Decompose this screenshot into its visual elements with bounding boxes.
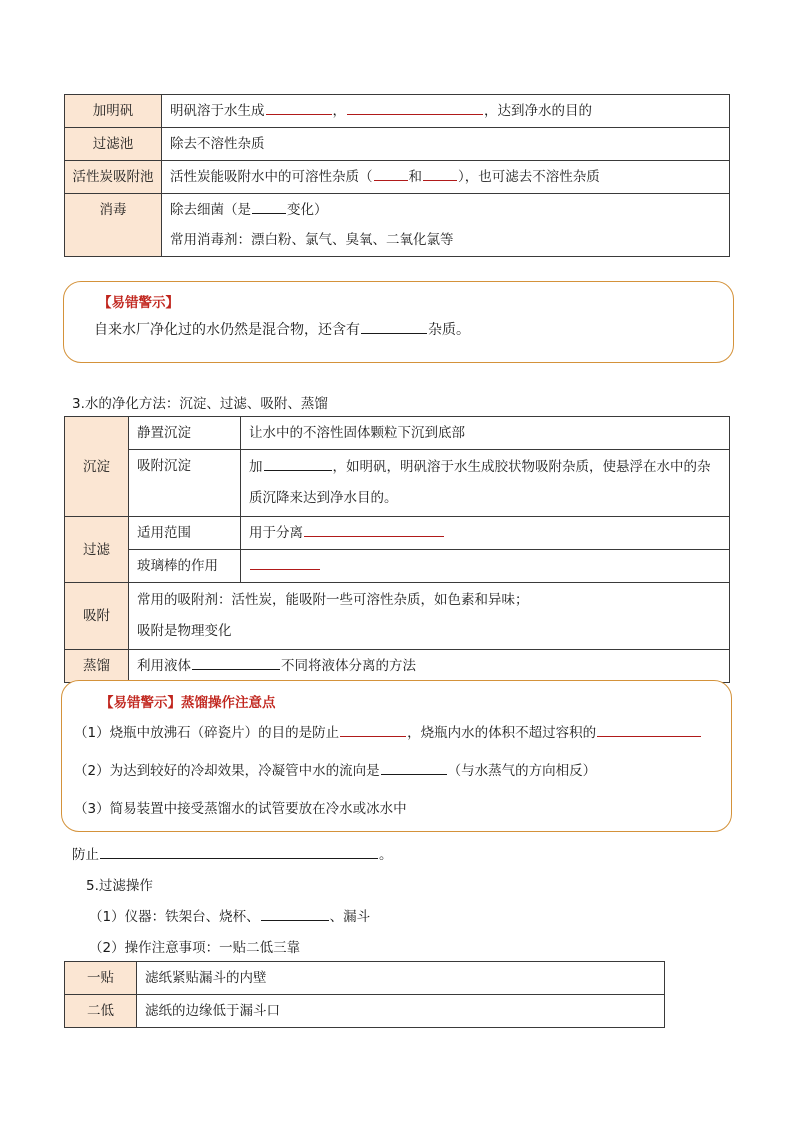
text-segment: ，达到净水的目的 (484, 103, 592, 119)
text-segment: ，如明矾，明矾溶于水生成胶状物吸附杂质，使悬浮在水中的杂 (332, 459, 711, 475)
row-content (129, 583, 730, 650)
text-segment: 明矾溶于水生成 (170, 103, 265, 119)
text-segment: （1）烧瓶中放沸石（碎瓷片）的目的是防止 (74, 725, 340, 741)
table-row (65, 583, 730, 650)
answer-blank[interactable] (264, 455, 332, 471)
answer-blank[interactable] (381, 759, 447, 775)
text-segment: 常用的吸附剂：活性炭，能吸附一些可溶性杂质，如色素和异味； (137, 592, 529, 608)
distillation-warning-box (61, 680, 732, 832)
warning-item: （3）简易装置中接受蒸馏水的试管要放在冷水或冰水中 (74, 801, 407, 817)
answer-blank[interactable] (597, 721, 701, 737)
answer-blank[interactable] (423, 165, 457, 181)
row-content (129, 650, 730, 683)
answer-blank[interactable] (304, 521, 444, 537)
table-row (65, 161, 730, 194)
rule-label: 二低 (65, 995, 137, 1028)
answer-blank[interactable] (266, 99, 332, 115)
notes-line: （2）操作注意事项：一贴二低三靠 (89, 940, 301, 956)
table-row (65, 194, 730, 257)
table-row (65, 995, 665, 1028)
method-label: 蒸馏 (65, 650, 129, 683)
warning-title: 【易错警示】蒸馏操作注意点 (100, 695, 276, 711)
instrument-line (89, 905, 370, 925)
rule-label: 一贴 (65, 962, 137, 995)
filtration-rules-table (64, 961, 665, 1028)
row-label: 活性炭吸附池 (65, 161, 162, 194)
text-segment: （1）仪器：铁架台、烧杯、 (89, 909, 260, 925)
answer-blank[interactable] (374, 165, 408, 181)
answer-blank[interactable] (252, 198, 286, 214)
row-content (162, 95, 730, 128)
text-segment: 加 (249, 459, 263, 475)
row-content (241, 517, 730, 550)
text-segment: 杂质。 (428, 322, 470, 338)
row-content (162, 194, 730, 257)
table-row (65, 95, 730, 128)
table-row (65, 128, 730, 161)
text-segment: ， (332, 103, 346, 119)
method-label: 过滤 (65, 517, 129, 583)
answer-blank[interactable] (192, 654, 280, 670)
text-segment: 不同将液体分离的方法 (281, 658, 416, 674)
answer-blank[interactable] (340, 721, 406, 737)
text-segment: 除去细菌（是 (170, 202, 251, 218)
text-segment: 防止 (72, 847, 99, 863)
answer-blank[interactable] (261, 905, 329, 921)
warning-box (63, 281, 734, 363)
submethod-label: 玻璃棒的作用 (129, 550, 241, 583)
text-segment: 利用液体 (137, 658, 191, 674)
row-content: 除去不溶性杂质 (162, 128, 730, 161)
table-row (65, 417, 730, 450)
text-segment: 质沉降来达到净水目的。 (249, 490, 398, 506)
submethod-label: 吸附沉淀 (129, 450, 241, 517)
text-segment: 用于分离 (249, 525, 303, 541)
warning-item (74, 721, 702, 741)
water-treatment-table (64, 94, 730, 257)
warning-text (94, 318, 470, 339)
section-heading: 5.过滤操作 (86, 878, 153, 894)
row-content (241, 550, 730, 583)
text-segment: 、漏斗 (329, 909, 371, 925)
row-content (241, 450, 730, 517)
submethod-label: 适用范围 (129, 517, 241, 550)
table-row (65, 550, 730, 583)
method-label: 吸附 (65, 583, 129, 650)
submethod-label: 静置沉淀 (129, 417, 241, 450)
prevent-line (72, 843, 393, 863)
section-heading: 3.水的净化方法：沉淀、过滤、吸附、蒸馏 (72, 396, 328, 412)
row-label: 过滤池 (65, 128, 162, 161)
text-segment: 变化） (287, 202, 328, 218)
rule-text: 滤纸紧贴漏斗的内壁 (137, 962, 665, 995)
text-segment: 自来水厂净化过的水仍然是混合物，还含有 (94, 322, 360, 338)
table-row (65, 517, 730, 550)
table-row (65, 650, 730, 683)
text-segment: （与水蒸气的方向相反） (447, 763, 597, 779)
table-row (65, 450, 730, 517)
answer-blank[interactable] (250, 554, 320, 570)
text-segment: 常用消毒剂：漂白粉、氯气、臭氧、二氧化氯等 (170, 232, 454, 248)
table-row (65, 962, 665, 995)
text-segment: 。 (379, 847, 393, 863)
rule-text: 滤纸的边缘低于漏斗口 (137, 995, 665, 1028)
warning-item (74, 759, 596, 779)
answer-blank[interactable] (361, 318, 427, 334)
text-segment: ），也可滤去不溶性杂质 (458, 169, 600, 185)
text-segment: 和 (408, 169, 422, 185)
purification-methods-table (64, 416, 730, 683)
row-label: 加明矾 (65, 95, 162, 128)
text-segment: 活性炭能吸附水中的可溶性杂质（ (170, 169, 373, 185)
text-segment: （2）为达到较好的冷却效果，冷凝管中水的流向是 (74, 763, 380, 779)
row-content: 让水中的不溶性固体颗粒下沉到底部 (241, 417, 730, 450)
answer-blank[interactable] (100, 843, 378, 859)
text-segment: 吸附是物理变化 (137, 623, 232, 639)
answer-blank[interactable] (347, 99, 483, 115)
method-label: 沉淀 (65, 417, 129, 517)
text-segment: ，烧瓶内水的体积不超过容积的 (407, 725, 597, 741)
row-label: 消毒 (65, 194, 162, 257)
warning-title: 【易错警示】 (98, 295, 179, 311)
row-content (162, 161, 730, 194)
